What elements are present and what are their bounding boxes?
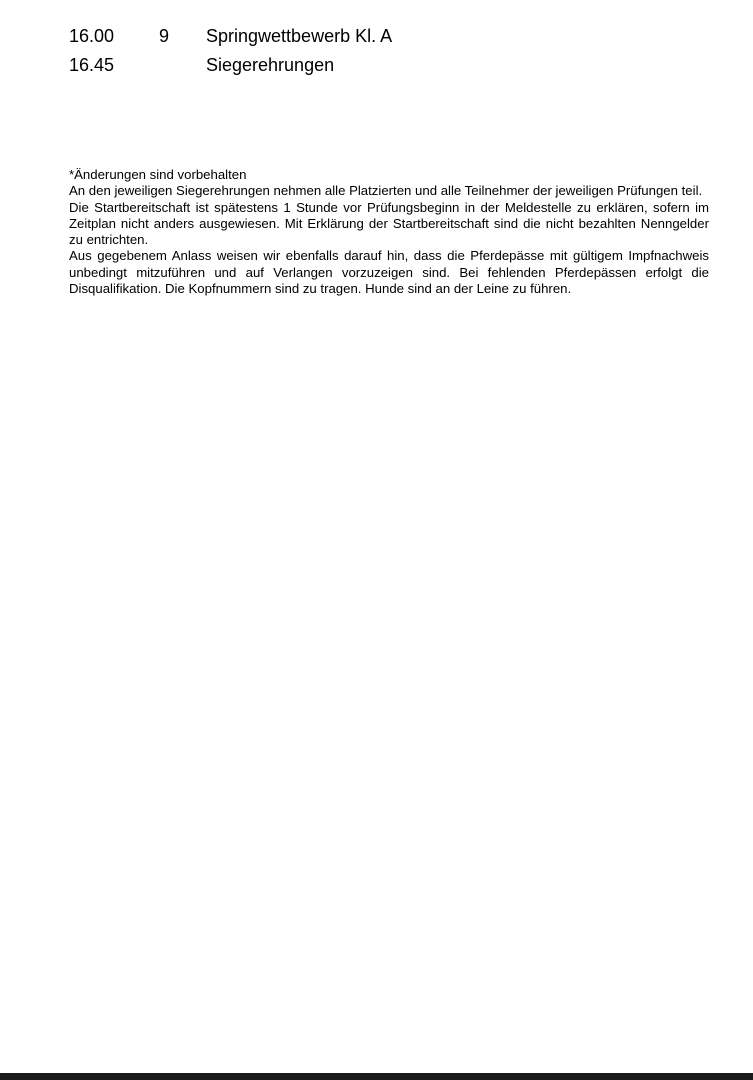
schedule-title: Springwettbewerb Kl. A [206,26,393,46]
bottom-edge-bar [0,1073,753,1080]
schedule-number: 9 [159,26,170,46]
notes-paragraph: An den jeweiligen Siegerehrungen nehmen alle Platzierten und alle Teilnehmer der jeweiligen Prüfungen teil. [69,183,703,199]
notes-paragraph: Aus gegebenem Anlass weisen wir ebenfalls darauf hin, dass die Pferdepässe mit gültigem Impfnachweis unbedingt mitzuführen und auf Verlangen vorzuzeigen sind. Bei fehlenden Pferdepässen erfolgt die Disqualifikation. Die Kopfnummern sind zu tragen. Hunde sind an der Leine zu führen. [69,248,709,297]
notes-section [69,167,709,297]
schedule-row [69,24,709,53]
schedule-time: 16.00 [69,26,115,46]
notes-disclaimer: *Änderungen sind vorbehalten [69,167,247,182]
schedule-table [69,24,709,82]
schedule-row [69,53,709,82]
schedule-time: 16.45 [69,55,115,75]
schedule-title: Siegerehrungen [206,55,335,75]
notes-paragraph: Die Startbereitschaft ist spätestens 1 Stunde vor Prüfungsbeginn in der Meldestelle zu erklären, sofern im Zeitplan nicht anders ausgewiesen. Mit Erklärung der Startbereitschaft sind die nicht bezahlten Nenngelder zu entrichten. [69,199,709,248]
